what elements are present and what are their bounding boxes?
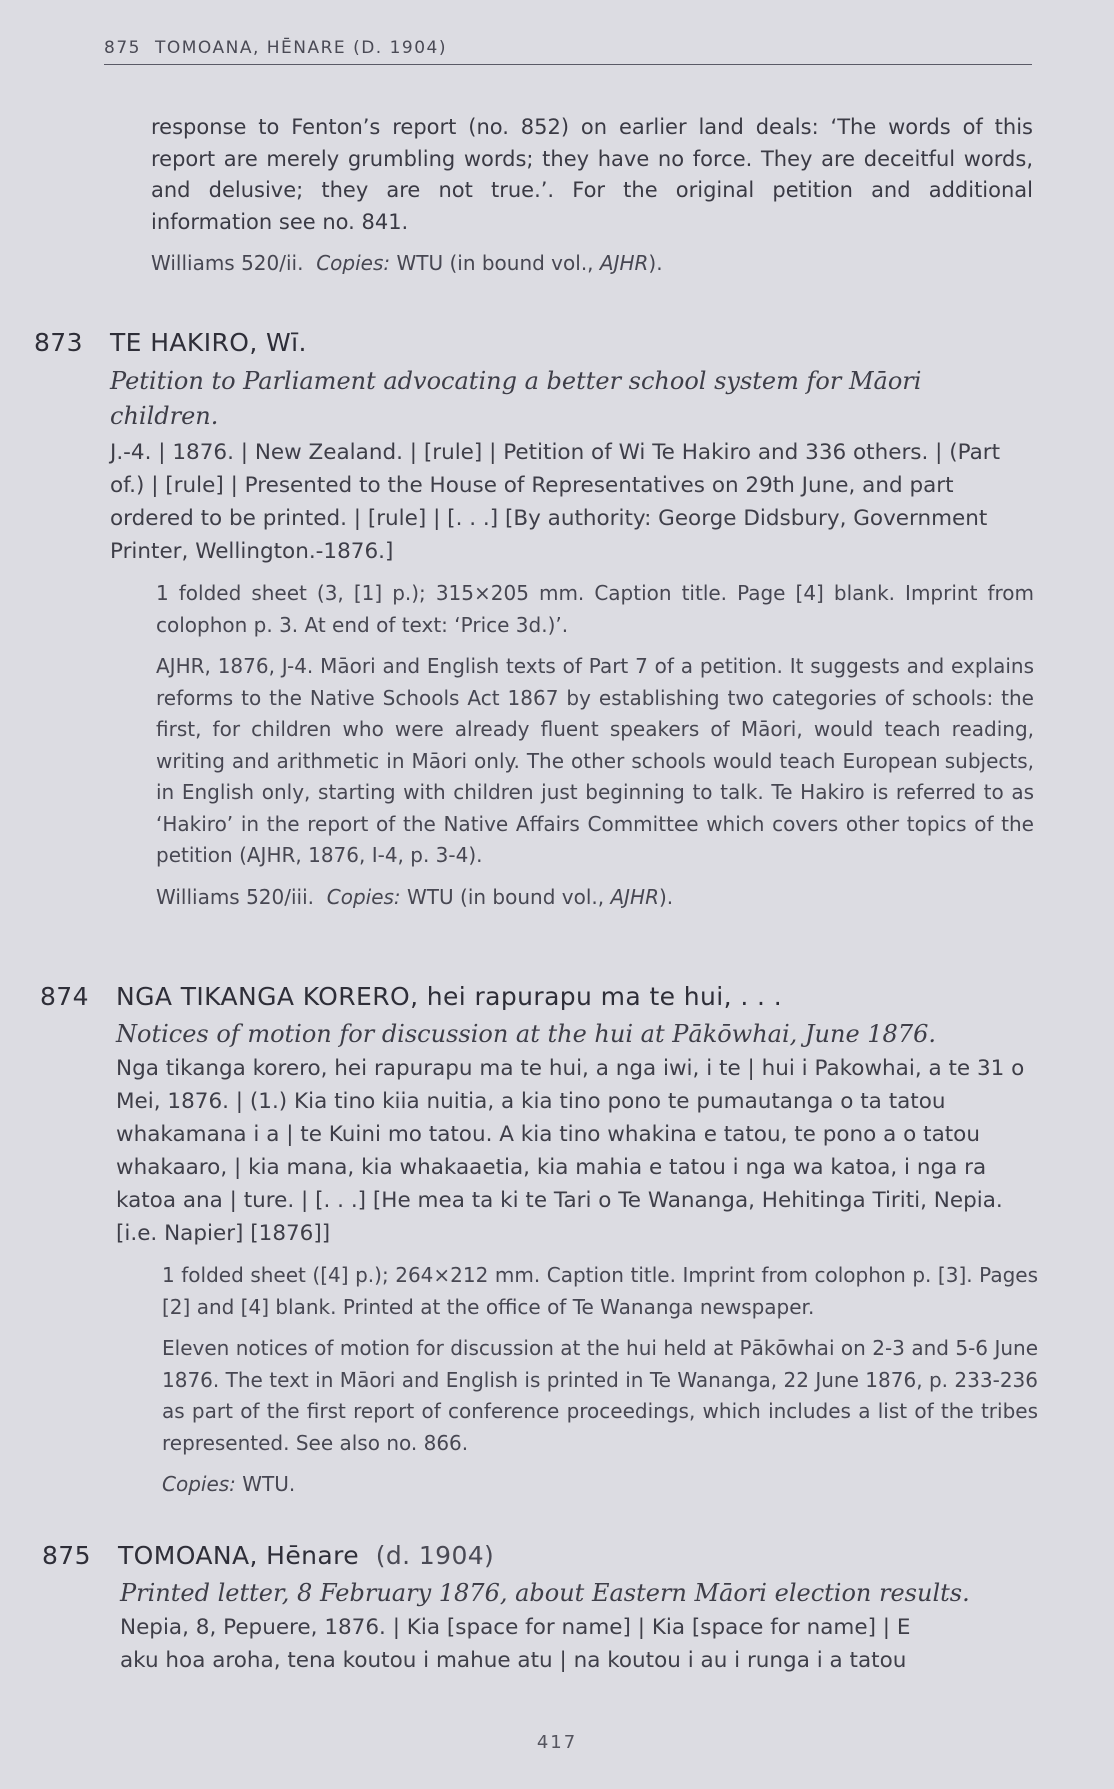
entry-number: 875 [42,1541,91,1570]
entry-physical-description: 1 folded sheet (3, [1] p.); 315×205 mm. Caption title. Page [4] blank. Imprint from colophon p. 3. At end of text: ‘Price 3d.)’. [156,581,1034,637]
running-head [104,38,1032,65]
entry-annotation: Eleven notices of motion for discussion at the hui held at Pākōwhai on 2-3 and 5-6 June 1876. The text in Māori and English is printed in Te Wananga, 22 June 1876, p. 233-236 as part of the first report of conference proceedings, which includes a list of the tribes represented. See also no. 866. [162,1336,1038,1455]
running-head-text: TOMOANA, HĒNARE (D. 1904) [154,38,448,58]
entry-copies: Williams 520/iii. Copies: WTU (in bound vol., AJHR). [156,884,674,909]
entry-copies: Copies: WTU. [162,1472,296,1496]
running-head-number: 875 [104,38,141,58]
entry-875-heading [42,1541,494,1570]
entry-number: 873 [34,328,83,357]
entry-title: Notices of motion for discussion at the hui at Pākōwhai, June 1876. [116,1020,936,1048]
entry-873-body [110,364,1010,568]
entry-874-notes [162,1260,1038,1501]
entry-name: TOMOANA, Hēnare [118,1541,360,1570]
page-number: 417 [536,1732,578,1753]
entry-physical-description: 1 folded sheet ([4] p.); 264×212 mm. Caption title. Imprint from colophon p. [3]. Pages [2] and [4] blank. Printed at the office of Te Wananga newspaper. [162,1263,1038,1319]
entry-873-heading [34,328,307,357]
continuation-text: response to Fenton’s report (no. 852) on earlier land deals: ‘The words of this report are merely grumbling words; they have no force. They are deceitful words, and delusive; they are not true.’. For the original petition and additional information see no. 841. [151,115,1033,234]
entry-872-continuation [151,112,1033,280]
continuation-ref: Williams 520/ii. [151,251,304,275]
entry-name: TE HAKIRO, Wī. [110,328,307,357]
entry-title: Petition to Parliament advocating a better school system for Māori children. [110,367,922,430]
copies-label: Copies: [316,251,391,275]
entry-transcript-line: Nepia, 8, Pepuere, 1876. | Kia [space for name] | Kia [space for name] | E [120,1615,911,1640]
entry-number: 874 [40,982,89,1011]
entry-transcript-line: aku hoa aroha, tena koutou i mahue atu | na koutou i au i runga i a tatou [120,1648,907,1673]
entry-name: NGA TIKANGA KORERO, hei rapurapu ma te hui, . . . [116,982,783,1011]
entry-title: Printed letter, 8 February 1876, about Eastern Māori election results. [120,1579,970,1607]
entry-transcript: J.-4. | 1876. | New Zealand. | [rule] | Petition of Wi Te Hakiro and 336 others. | (Part of.) | [rule] | Presented to the House of Representatives on 29th June, and part ordered to be printed. | [rule] | [. . .] [By authority: George Didsbury, Government Printer, Wellington.-1876.] [110,440,1001,564]
entry-875-body [120,1576,1040,1677]
entry-873-notes [156,578,1034,913]
entry-874-heading [40,982,782,1011]
entry-transcript: Nga tikanga korero, hei rapurapu ma te hui, a nga iwi, i te | hui i Pakowhai, a te 31 o Mei, 1876. | (1.) Kia tino kiia nuitia, a kia tino pono te pumautanga o ta tatou whakamana i a | te Kuini mo tatou. A kia tino whakina e tatou, te pono a o tatou whakaaro, | kia mana, kia whakaaetia, kia mahia e tatou i nga wa katoa, i nga ra katoa ana | ture. | [. . .] [He mea ta ki te Tari o Te Wananga, Hehitinga Tiriti, Nepia. [i.e. Napier] [1876]] [116,1056,1025,1246]
continuation-copies: Williams 520/ii. Copies: WTU (in bound vol., AJHR). [151,251,663,275]
entry-annotation: AJHR, 1876, J-4. Māori and English texts of Part 7 of a petition. It suggests and explains reforms to the Native Schools Act 1867 by establishing two categories of schools: the first, for children who were already fluent speakers of Māori, would teach reading, writing and arithmetic in Māori only. The other schools would teach European subjects, in English only, starting with children just beginning to talk. Te Hakiro is referred to as ‘Hakiro’ in the report of the Native Affairs Committee which covers other topics of the petition (AJHR, 1876, I-4, p. 3-4). [156,654,1034,867]
entry-874-body [116,1017,1034,1250]
entry-dates: (d. 1904) [375,1541,495,1570]
